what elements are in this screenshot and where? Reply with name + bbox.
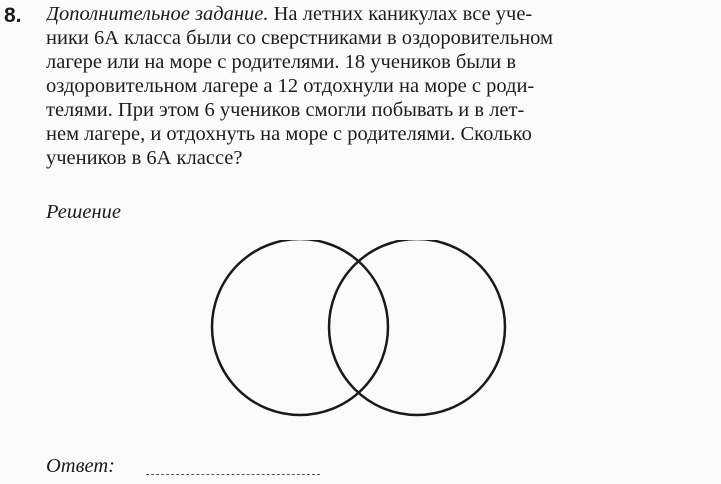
task-text-line: На летних каникулах все уче- [273,3,533,25]
task-line-5: телями. При этом 6 учеников смогли побывать и в лет- [46,99,525,121]
task-number: 8. [4,4,22,27]
task-line-3: лагере или на море с родителями. 18 учеников были в [46,51,517,73]
answer-label: Ответ: [46,455,115,477]
task-label: Дополнительное задание. [46,3,269,25]
task-line-7: учеников в 6А классе? [46,147,243,169]
answer-blank[interactable] [146,474,320,475]
task-line-2: ники 6А класса были со сверстниками в оздоровительном [46,27,554,49]
task-line-4: оздоровительном лагере а 12 отдохнули на море с роди- [46,75,535,97]
venn-diagram [200,240,520,440]
task-line-6: нем лагере, и отдохнуть на море с родителями. Сколько [46,123,532,145]
venn-circle-left [212,240,388,415]
venn-circle-right [329,240,505,415]
solution-label: Решение [46,201,121,223]
